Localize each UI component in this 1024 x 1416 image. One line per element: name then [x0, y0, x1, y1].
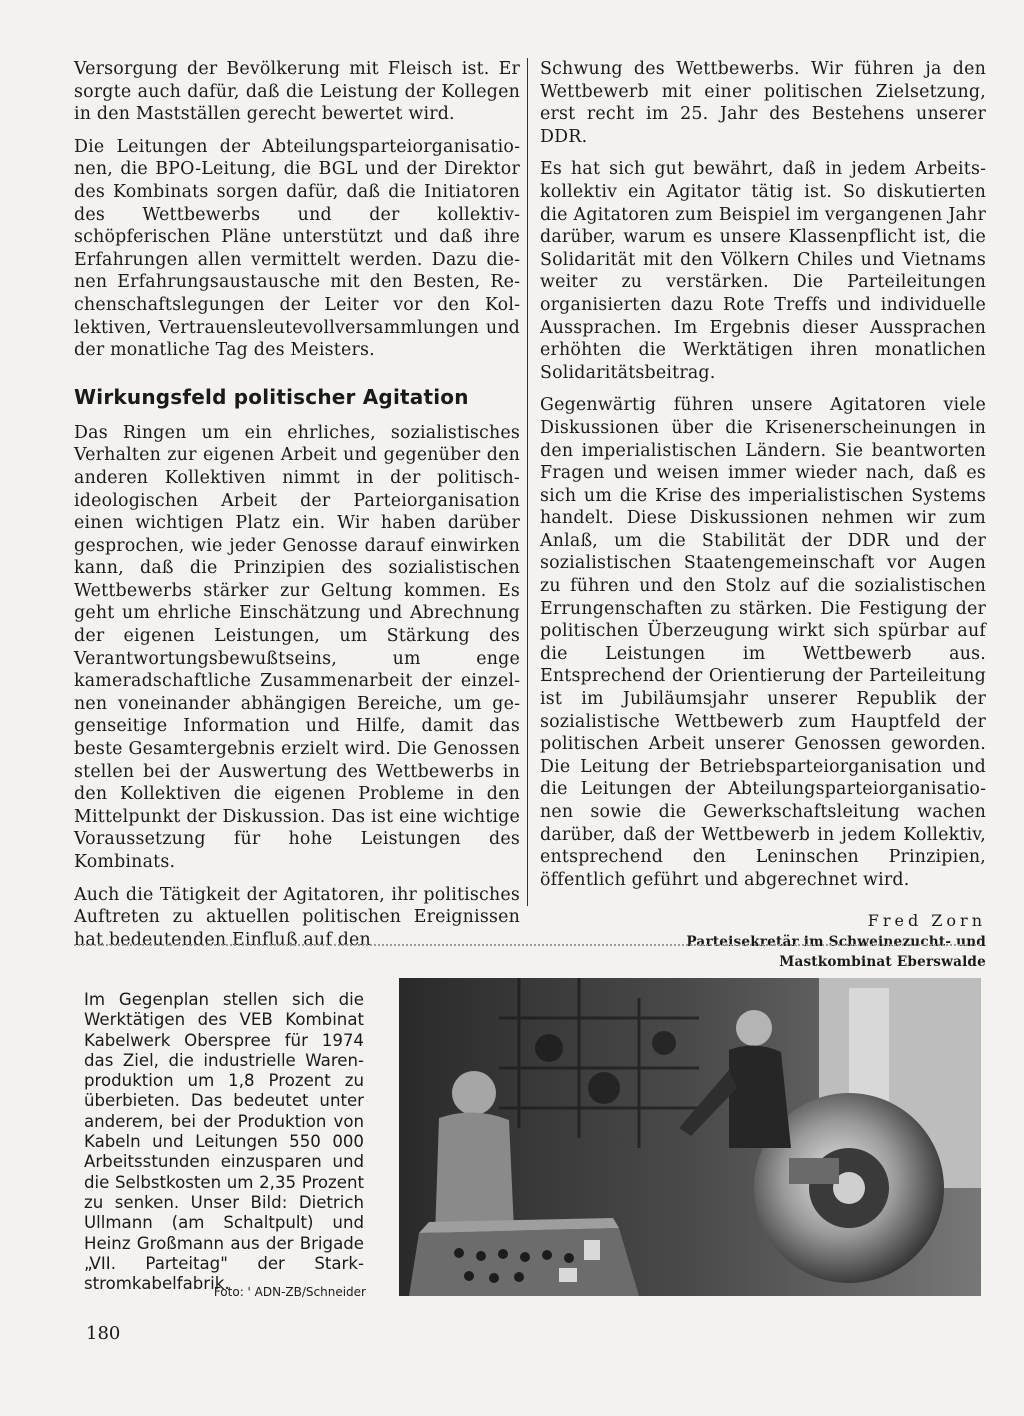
- photo-caption: [84, 990, 364, 1294]
- factory-photo: [399, 978, 981, 1296]
- paragraph: Auch die Tätigkeit der Agitatoren, ihr politisches Auftreten zu aktuellen politischen Ereignissen hat bedeutenden Einfluß auf den: [74, 884, 520, 950]
- paragraph: Gegenwärtig führen unsere Agitatoren viele Diskussionen über die Krisenerscheinungen in den imperialistischen Ländern. Sie beantworten Fragen und weisen immer wieder nach, daß es sich um die Krise des imperialistischen Systems handelt. Diese Diskussionen nehmen wir zum Anlaß, um die Stabilität der DDR und der sozialistischen Staatengemeinschaft vor Augen zu führen und den Stolz auf die sozialistischen Errungenschaften zu stärken. Die Festigung der politischen Überzeugung wirkt sich spürbar auf die Leistungen im Wettbewerb aus. Entsprechend der Orientierung der Parteileitung ist im Jubiläumsjahr unserer Republik der sozialistische Wettbewerb zum Hauptfeld der politischen Arbeit unserer Genossen geworden. Die Leitung der Betriebsparteiorganisation und die Leitungen der Abteilungsparteiorganisationen sowie die Gewerkschaftsleitung wachen darüber, daß der Wettbewerb in jedem Kollektiv, entsprechend den Leninschen Prinzipien, öffentlich geführt und abgerechnet wird.: [540, 395, 986, 890]
- separator-rule: [74, 944, 980, 946]
- author-role-line: Parteisekretär im Schweinezucht- und: [686, 934, 986, 951]
- column-divider: [527, 58, 528, 906]
- paragraph: Versorgung der Bevölkerung mit Fleisch ist. Er sorgte auch dafür, daß die Leistung der Kollegen in den Mastställen gerecht bewertet wird.: [74, 59, 520, 125]
- paragraph: Schwung des Wettbewerbs. Wir führen ja den Wettbewerb mit einer politischen Zielsetzung, erst recht im 25. Jahr des Bestehens unserer DDR.: [540, 59, 986, 147]
- factory-photo-illustration: [399, 978, 981, 1296]
- paragraph: Die Leitungen der Abteilungsparteiorganisationen, die BPO-Leitung, die BGL und der Direktor des Kombinats sorgen dafür, daß die Initiatoren des Wettbewerbs und der kollektivschöpferischen Pläne unterstützt und daß ihre Erfahrungen allen vermittelt werden. Dazu dienen Erfahrungsaustausche mit den Besten, Rechenschaftslegungen der Leiter vor den Kollektiven, Vertrauensleutevollversammlungen und der monatliche Tag des Meisters.: [74, 136, 520, 361]
- section-heading: Wirkungsfeld politischer Agitation: [74, 384, 469, 409]
- author-role-line: Mastkombinat Eberswalde: [779, 954, 986, 971]
- paragraph: Das Ringen um ein ehrliches, sozialistisches Verhalten zur eigenen Arbeit und gegenüber den anderen Kollektiven nimmt in der politisch-ideologischen Arbeit der Parteiorganisation einen wichtigen Platz ein. Wir haben darüber gesprochen, wie jeder Genosse darauf einwirken kann, daß die Prinzipien des sozialistischen Wettbewerbs stärker zur Geltung kommen. Es geht um ehrliche Einschätzung und Abrechnung der eigenen Leistungen, um Stärkung des Verantwortungsbewußtseins, um enge kameradschaftliche Zusammenarbeit der einzelnen voneinander abhängigen Bereiche, um gegenseitige Information und Hilfe, damit das beste Gesamtergebnis erzielt wird. Die Genossen stellen bei der Auswertung des Wettbewerbs in den Kollektiven die eigenen Probleme in den Mittelpunkt der Diskussion. Das ist eine wichtige Voraussetzung für hohe Leistungen des Kombinats.: [74, 422, 520, 872]
- page-number: 180: [86, 1323, 121, 1344]
- left-column: [74, 58, 520, 961]
- author-name: Fred Zorn: [867, 911, 986, 931]
- paragraph: Es hat sich gut bewährt, daß in jedem Arbeitskollektiv ein Agitator tätig ist. So diskutierten die Agitatoren zum Beispiel im vergangenen Jahr darüber, warum es unsere Klassenpflicht ist, die Solidarität mit den Völkern Chiles und Vietnams weiter zu verstärken. Die Parteileitungen organisierten dazu Rote Treffs und individuelle Aussprachen. Im Ergebnis dieser Aussprachen erhöhten die Werktätigen ihren monatlichen Solidaritätsbeitrag.: [540, 159, 986, 383]
- right-column: [540, 58, 986, 971]
- photo-credit: Foto: ' ADN-ZB/Schneider: [213, 1285, 366, 1299]
- caption-text: Im Gegenplan stellen sich die Werktätigen des VEB Kombinat Kabelwerk Oberspree für 1974 das Ziel, die industrielle Warenproduktion um 1,8 Prozent zu überbieten. Das bedeutet unter anderem, bei der Produktion von Kabeln und Leitungen 550 000 Arbeitsstunden einzusparen und die Selbstkosten um 2,35 Prozent zu senken. Unser Bild: Dietrich Ullmann (am Schaltpult) und Heinz Großmann aus der Brigade „VII. Parteitag" der Starkstromkabelfabrik.: [84, 990, 364, 1294]
